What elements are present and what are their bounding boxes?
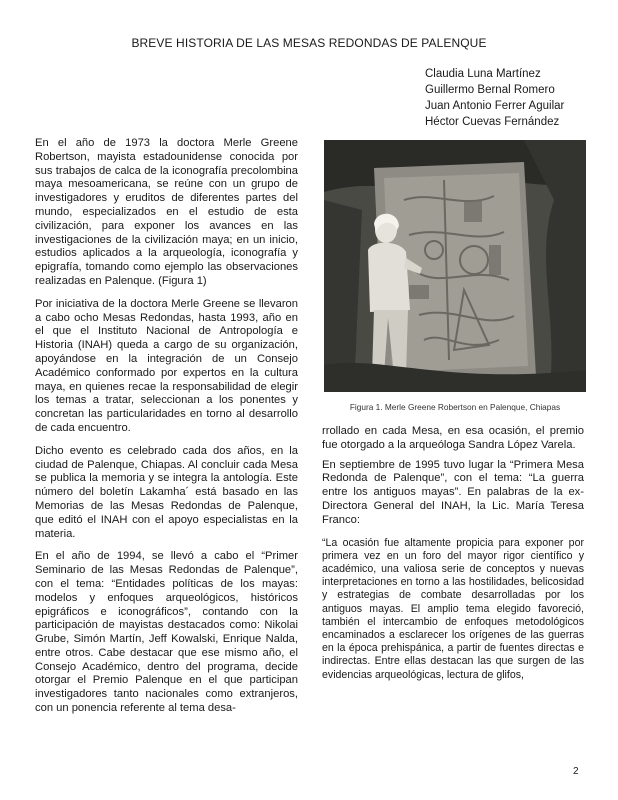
body-paragraph: En septiembre de 1995 tuvo lugar la “Primera Mesa Redonda de Palenque”, con el tema: “La guerra entre los antiguos mayas”. En palabras de la ex-Directora General del INAH, la Lic. María Teresa Franco: bbox=[322, 458, 584, 526]
body-paragraph: Dicho evento es celebrado cada dos años, en la ciudad de Palenque, Chiapas. Al concluir cada Mesa se publica la memoria y se integra la antología. Este número del boletín Lakamha´ está basado en las Memorias de las Mesas Redondas de Palenque, que editó el INAH con el apoyo especialistas en la materia. bbox=[35, 444, 298, 540]
body-paragraph: Por iniciativa de la doctora Merle Greene se llevaron a cabo ocho Mesas Redondas, hasta 1993, año en el que el Instituto Nacional de Antropología e Historia (INAH) queda a cargo de su organización, apoyándose en la integración de un Consejo Académico conformado por expertos en la cultura maya, en quienes recae la responsabilidad de elegir los temas a tratar, seleccionan a los ponentes y concretan las particularidades en torno al desarrollo de cada encuentro. bbox=[35, 297, 298, 434]
figure-photo bbox=[324, 140, 586, 392]
author-list bbox=[425, 66, 564, 130]
right-text-column bbox=[322, 425, 584, 691]
left-text-column bbox=[35, 137, 298, 725]
document-title: BREVE HISTORIA DE LAS MESAS REDONDAS DE PALENQUE bbox=[131, 36, 487, 50]
block-quote: “La ocasión fue altamente propicia para exponer por primera vez en un foro del mayor rigor científico y académico, una valiosa serie de conceptos y nuevas interpretaciones en torno a las hostilidades, belicosidad y estrategias de combate desarrolladas por los antiguos mayas. El amplio tema elegido favoreció, también el intercambio de enfoques metodológicos encaminados a esclarecer los orígenes de las guerras en la época prehispánica, a partir de fuentes directas e indirectas. Entre ellas destacan las que surgen de las evidencias arqueológicas, lectura de glifos, bbox=[322, 536, 584, 681]
author-name: Héctor Cuevas Fernández bbox=[425, 116, 560, 128]
body-paragraph: rrollado en cada Mesa, en esa ocasión, el premio fue otorgado a la arqueóloga Sandra López Varela. bbox=[322, 425, 584, 451]
body-paragraph: En el año de 1994, se llevó a cabo el “Primer Seminario de las Mesas Redondas de Palenque”, con el tema: “Entidades políticas de los mayas: modelos y enfoques arqueológicos, históricos epigráficos e iconográficos”, contando con la participación de mayistas destacados como: Nikolai Grube, Simón Martín, Jeff Kowalski, Enrique Nalda, entre otros. Cabe destacar que ese mismo año, el Consejo Académico, dentro del programa, decide otorgar el Premio Palenque en el que participan investigadores tanto nacionales como extranjeros, con un ponencia referente al tema desa- bbox=[35, 550, 298, 715]
author-name: Juan Antonio Ferrer Aguilar bbox=[425, 100, 565, 112]
author-name: Guillermo Bernal Romero bbox=[425, 84, 555, 96]
page-number: 2 bbox=[573, 766, 579, 777]
figure-caption: Figura 1. Merle Greene Robertson en Palenque, Chiapas bbox=[349, 402, 561, 412]
author-name: Claudia Luna Martínez bbox=[425, 68, 541, 80]
body-paragraph: En el año de 1973 la doctora Merle Greene Robertson, mayista estadounidense conocida por sus trabajos de calca de la iconografía precolombina maya mesoamericana, se reúne con un grupo de investigadores y eruditos de diferentes partes del mundo, especializados en el estudio de esta civilización, para exponer los avances en las investigaciones de la civilización maya; en un inicio, estudios aplicados a la arqueología, iconografía y epigrafía, tomando como ejemplo las observaciones realizadas en Palenque. (Figura 1) bbox=[35, 137, 298, 287]
